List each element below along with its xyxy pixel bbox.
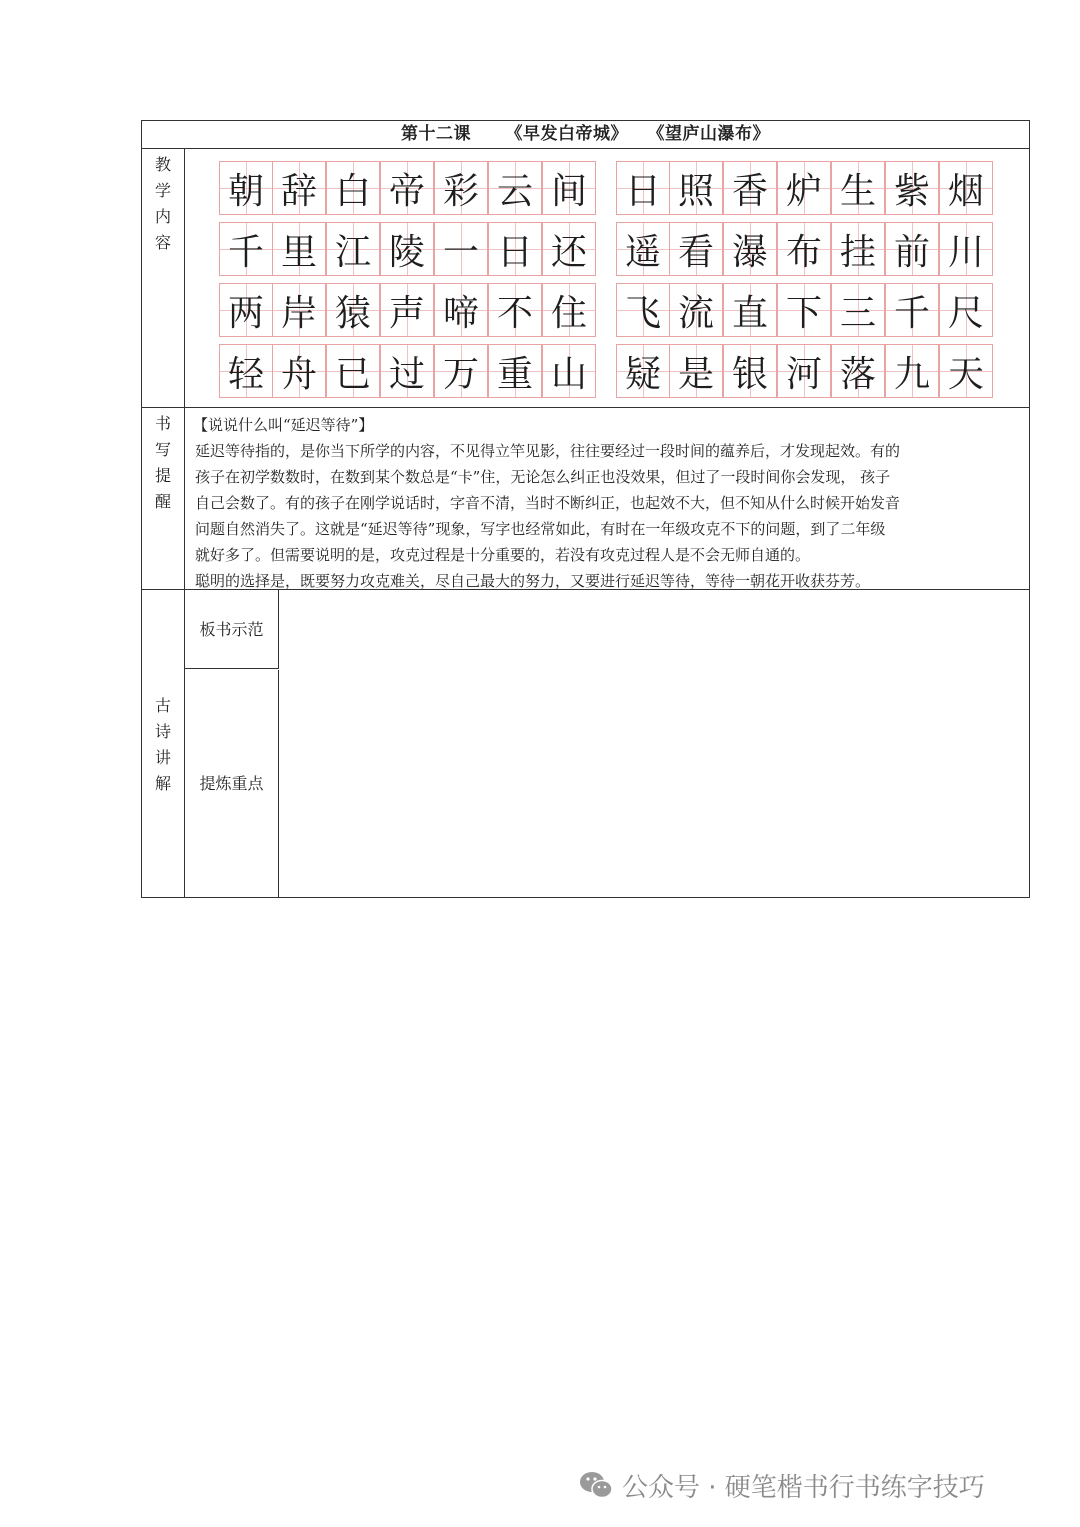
practice-character: 一 bbox=[442, 231, 479, 273]
practice-character: 瀑 bbox=[731, 231, 768, 273]
practice-character: 遥 bbox=[624, 231, 661, 273]
practice-grid-cell bbox=[939, 283, 993, 337]
practice-character: 直 bbox=[731, 292, 768, 334]
reminder-line: 自己会数了。有的孩子在刚学说话时，字音不清，当时不断纠正，也起效不大，但不知从什么时候开始发音 bbox=[195, 494, 901, 512]
practice-grid-cell bbox=[488, 161, 542, 215]
practice-grid-cell bbox=[219, 161, 273, 215]
practice-character: 日 bbox=[624, 170, 661, 212]
practice-grid-cell bbox=[723, 283, 777, 337]
practice-character: 紫 bbox=[893, 170, 930, 212]
practice-grid-cell bbox=[219, 283, 273, 337]
practice-grid-cell bbox=[380, 161, 434, 215]
practice-character: 挂 bbox=[839, 231, 876, 273]
practice-grid-cell bbox=[380, 283, 434, 337]
practice-character: 两 bbox=[227, 292, 264, 334]
practice-character: 落 bbox=[839, 353, 876, 395]
practice-character: 重 bbox=[496, 353, 533, 395]
practice-grid-cell bbox=[326, 222, 380, 276]
practice-grid-cell bbox=[831, 283, 885, 337]
practice-character: 轻 bbox=[227, 353, 264, 395]
practice-character: 啼 bbox=[442, 292, 479, 334]
practice-character: 里 bbox=[280, 231, 317, 273]
practice-grid-cell bbox=[885, 161, 939, 215]
practice-character: 照 bbox=[677, 170, 714, 212]
practice-character: 还 bbox=[550, 231, 587, 273]
poem2-character-grid bbox=[616, 161, 994, 398]
practice-grid-cell bbox=[434, 344, 488, 398]
lesson-worksheet bbox=[141, 120, 1030, 898]
key-points-label: 提炼重点 bbox=[185, 670, 279, 897]
writing-reminder-text bbox=[195, 412, 1025, 594]
practice-character: 烟 bbox=[947, 170, 984, 212]
practice-character: 千 bbox=[227, 231, 264, 273]
practice-grid-cell bbox=[542, 283, 596, 337]
practice-grid-cell bbox=[831, 161, 885, 215]
practice-character: 川 bbox=[947, 231, 984, 273]
practice-grid-cell bbox=[723, 344, 777, 398]
practice-character: 白 bbox=[334, 170, 371, 212]
practice-character: 前 bbox=[893, 231, 930, 273]
practice-grid-cell bbox=[777, 344, 831, 398]
practice-grid-cell bbox=[219, 344, 273, 398]
practice-grid-cell bbox=[616, 344, 670, 398]
practice-character: 陵 bbox=[388, 231, 425, 273]
writing-reminder-label: 书 写 提 醒 bbox=[142, 408, 185, 589]
practice-grid-cell bbox=[219, 222, 273, 276]
practice-grid-cell bbox=[272, 283, 326, 337]
practice-grid-cell bbox=[326, 283, 380, 337]
practice-grid-cell bbox=[831, 222, 885, 276]
practice-character: 云 bbox=[496, 170, 533, 212]
practice-grid-cell bbox=[488, 283, 542, 337]
practice-grid-cell bbox=[669, 222, 723, 276]
practice-character: 炉 bbox=[785, 170, 822, 212]
practice-character: 辞 bbox=[280, 170, 317, 212]
practice-character: 生 bbox=[839, 170, 876, 212]
practice-grid-cell bbox=[669, 344, 723, 398]
practice-character: 彩 bbox=[442, 170, 479, 212]
reminder-heading: 【说说什么叫“延迟等待”】 bbox=[193, 416, 374, 434]
practice-character: 声 bbox=[388, 292, 425, 334]
practice-character: 不 bbox=[496, 292, 533, 334]
practice-grid-cell bbox=[885, 283, 939, 337]
practice-grid-cell bbox=[885, 222, 939, 276]
practice-character: 朝 bbox=[227, 170, 264, 212]
practice-character: 看 bbox=[677, 231, 714, 273]
practice-grid-cell bbox=[669, 283, 723, 337]
practice-character: 已 bbox=[334, 353, 371, 395]
practice-grid-cell bbox=[723, 222, 777, 276]
practice-character: 猿 bbox=[334, 292, 371, 334]
practice-grid-cell bbox=[777, 222, 831, 276]
practice-character: 是 bbox=[677, 353, 714, 395]
practice-grid-cell bbox=[831, 344, 885, 398]
practice-grid-cell bbox=[616, 222, 670, 276]
practice-character: 银 bbox=[731, 353, 768, 395]
wechat-watermark bbox=[578, 1462, 1058, 1508]
practice-character: 下 bbox=[785, 292, 822, 334]
practice-grid-cell bbox=[939, 344, 993, 398]
practice-grid-cell bbox=[272, 161, 326, 215]
practice-grid-cell bbox=[380, 344, 434, 398]
practice-character: 山 bbox=[550, 353, 587, 395]
practice-grid-cell bbox=[542, 344, 596, 398]
practice-character: 千 bbox=[893, 292, 930, 334]
practice-grid-cell bbox=[326, 161, 380, 215]
practice-character: 间 bbox=[550, 170, 587, 212]
practice-character: 住 bbox=[550, 292, 587, 334]
practice-character: 飞 bbox=[624, 292, 661, 334]
practice-character: 万 bbox=[442, 353, 479, 395]
practice-character: 岸 bbox=[280, 292, 317, 334]
lesson-title bbox=[142, 121, 1029, 149]
practice-character: 过 bbox=[388, 353, 425, 395]
practice-grid-cell bbox=[542, 161, 596, 215]
practice-grid-cell bbox=[939, 222, 993, 276]
practice-grid-cell bbox=[272, 344, 326, 398]
practice-grid-cell bbox=[434, 222, 488, 276]
lesson-number: 第十二课 bbox=[401, 124, 472, 144]
practice-character: 尺 bbox=[947, 292, 984, 334]
practice-character: 九 bbox=[893, 353, 930, 395]
practice-grid-cell bbox=[723, 161, 777, 215]
practice-grid-cell bbox=[488, 344, 542, 398]
teaching-content-label: 教 学 内 容 bbox=[142, 149, 185, 408]
reminder-line: 问题自然消失了。这就是“延迟等待”现象，写字也经常如此，有时在一年级攻克不下的问题，到了二年级 bbox=[195, 520, 886, 538]
practice-grid-cell bbox=[616, 161, 670, 215]
practice-character: 香 bbox=[731, 170, 768, 212]
practice-character: 舟 bbox=[280, 353, 317, 395]
reminder-line: 延迟等待指的，是你当下所学的内容，不见得立竿见影，往往要经过一段时间的蕴养后，才发现起效。有的 bbox=[195, 442, 901, 460]
practice-character: 帝 bbox=[388, 170, 425, 212]
practice-character: 布 bbox=[785, 231, 822, 273]
practice-grid-cell bbox=[885, 344, 939, 398]
poem-title-1: 《早发白帝城》 bbox=[505, 124, 628, 144]
practice-character: 江 bbox=[334, 231, 371, 273]
practice-grid-cell bbox=[542, 222, 596, 276]
wechat-icon bbox=[578, 1469, 614, 1501]
practice-grid-cell bbox=[777, 161, 831, 215]
practice-grid-cell bbox=[272, 222, 326, 276]
practice-character: 疑 bbox=[624, 353, 661, 395]
poem-explanation-label: 古 诗 讲 解 bbox=[142, 590, 185, 897]
reminder-line: 聪明的选择是，既要努力攻克难关，尽自己最大的努力，又要进行延迟等待，等待一朝花开收获芬芳。 bbox=[195, 572, 871, 590]
practice-character: 河 bbox=[785, 353, 822, 395]
practice-character: 流 bbox=[677, 292, 714, 334]
practice-grid-cell bbox=[777, 283, 831, 337]
poem1-character-grid bbox=[219, 161, 597, 398]
watermark-text: 公众号 · 硬笔楷书行书练字技巧 bbox=[622, 1472, 985, 1503]
reminder-line: 孩子在初学数数时，在数到某个数总是“卡”住，无论怎么纠正也没效果，但过了一段时间你会发现， 孩子 bbox=[195, 468, 891, 486]
practice-grid-cell bbox=[434, 283, 488, 337]
poem-title-2: 《望庐山瀑布》 bbox=[655, 124, 770, 144]
practice-grid-cell bbox=[488, 222, 542, 276]
practice-grid-cell bbox=[326, 344, 380, 398]
reminder-line: 就好多了。但需要说明的是，攻克过程是十分重要的，若没有攻克过程人是不会无师自通的。 bbox=[195, 546, 811, 564]
practice-grid-cell bbox=[939, 161, 993, 215]
practice-grid-cell bbox=[616, 283, 670, 337]
practice-character: 三 bbox=[839, 292, 876, 334]
practice-grid-cell bbox=[380, 222, 434, 276]
board-demo-label: 板书示范 bbox=[185, 590, 279, 669]
practice-grid-cell bbox=[669, 161, 723, 215]
practice-grid-cell bbox=[434, 161, 488, 215]
practice-character: 日 bbox=[496, 231, 533, 273]
practice-character: 天 bbox=[947, 353, 984, 395]
